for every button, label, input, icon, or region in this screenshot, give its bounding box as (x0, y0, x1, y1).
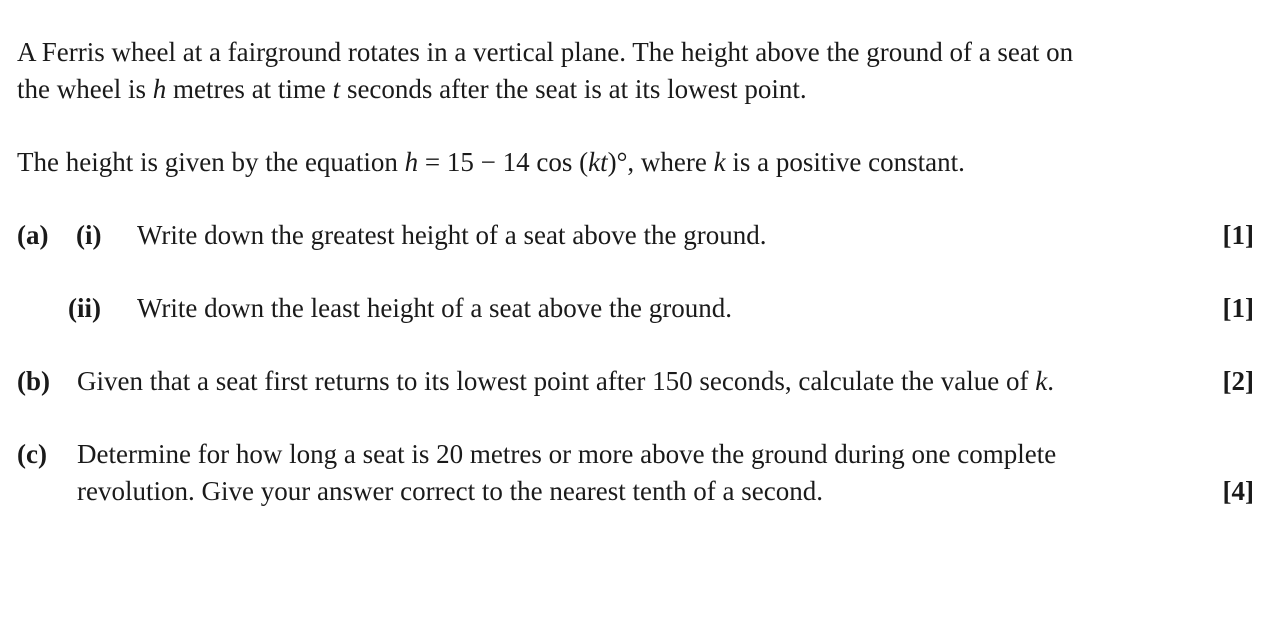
equation-line (17, 144, 965, 180)
part-a-i-marks: [1] (1222, 220, 1254, 250)
part-b-text-main: Given that a seat first returns to its lowest point after 150 seconds, calculate the value of (77, 366, 1036, 396)
part-a-ii-label: (ii) (68, 293, 101, 323)
part-b-k: k (1035, 366, 1048, 396)
part-a-i-text: Write down the greatest height of a seat above the ground. (137, 220, 767, 250)
intro-line-1-text: A Ferris wheel at a fairground rotates in a vertical plane. The height above the ground of a seat on (17, 37, 1074, 67)
variable-h: h (152, 74, 167, 104)
part-b-text-end: . (1047, 366, 1054, 396)
part-a-ii-text: Write down the least height of a seat above the ground. (137, 293, 732, 323)
part-c-line-1: Determine for how long a seat is 20 metres or more above the ground during one complete (77, 439, 1057, 469)
intro-line-1 (17, 34, 1073, 70)
equation-end-text: is a positive constant. (725, 147, 965, 177)
part-c-marks: [4] (1222, 476, 1254, 506)
part-b-marks: [2] (1222, 366, 1254, 396)
equation-k: k (713, 147, 726, 177)
equation-body: = 15 − 14 cos ( (418, 147, 589, 177)
part-a-label: (a) (17, 220, 49, 250)
intro-line-2-text-c: seconds after the seat is at its lowest point. (340, 74, 807, 104)
intro-line-2 (17, 71, 807, 107)
part-b-text (77, 363, 1054, 399)
equation-kt: kt (588, 147, 608, 177)
variable-t: t (332, 74, 341, 104)
part-c-label: (c) (17, 439, 47, 469)
intro-line-2-text-a: the wheel is (17, 74, 153, 104)
equation-intro-text: The height is given by the equation (17, 147, 405, 177)
part-a-i-label: (i) (76, 220, 102, 250)
part-c-line-2: revolution. Give your answer correct to the nearest tenth of a second. (77, 476, 823, 506)
part-b-label: (b) (17, 366, 50, 396)
part-a-ii-marks: [1] (1222, 293, 1254, 323)
equation-where-text: , where (627, 147, 714, 177)
intro-line-2-text-b: metres at time (166, 74, 333, 104)
equation-close: )° (607, 147, 628, 177)
equation-h: h (404, 147, 419, 177)
